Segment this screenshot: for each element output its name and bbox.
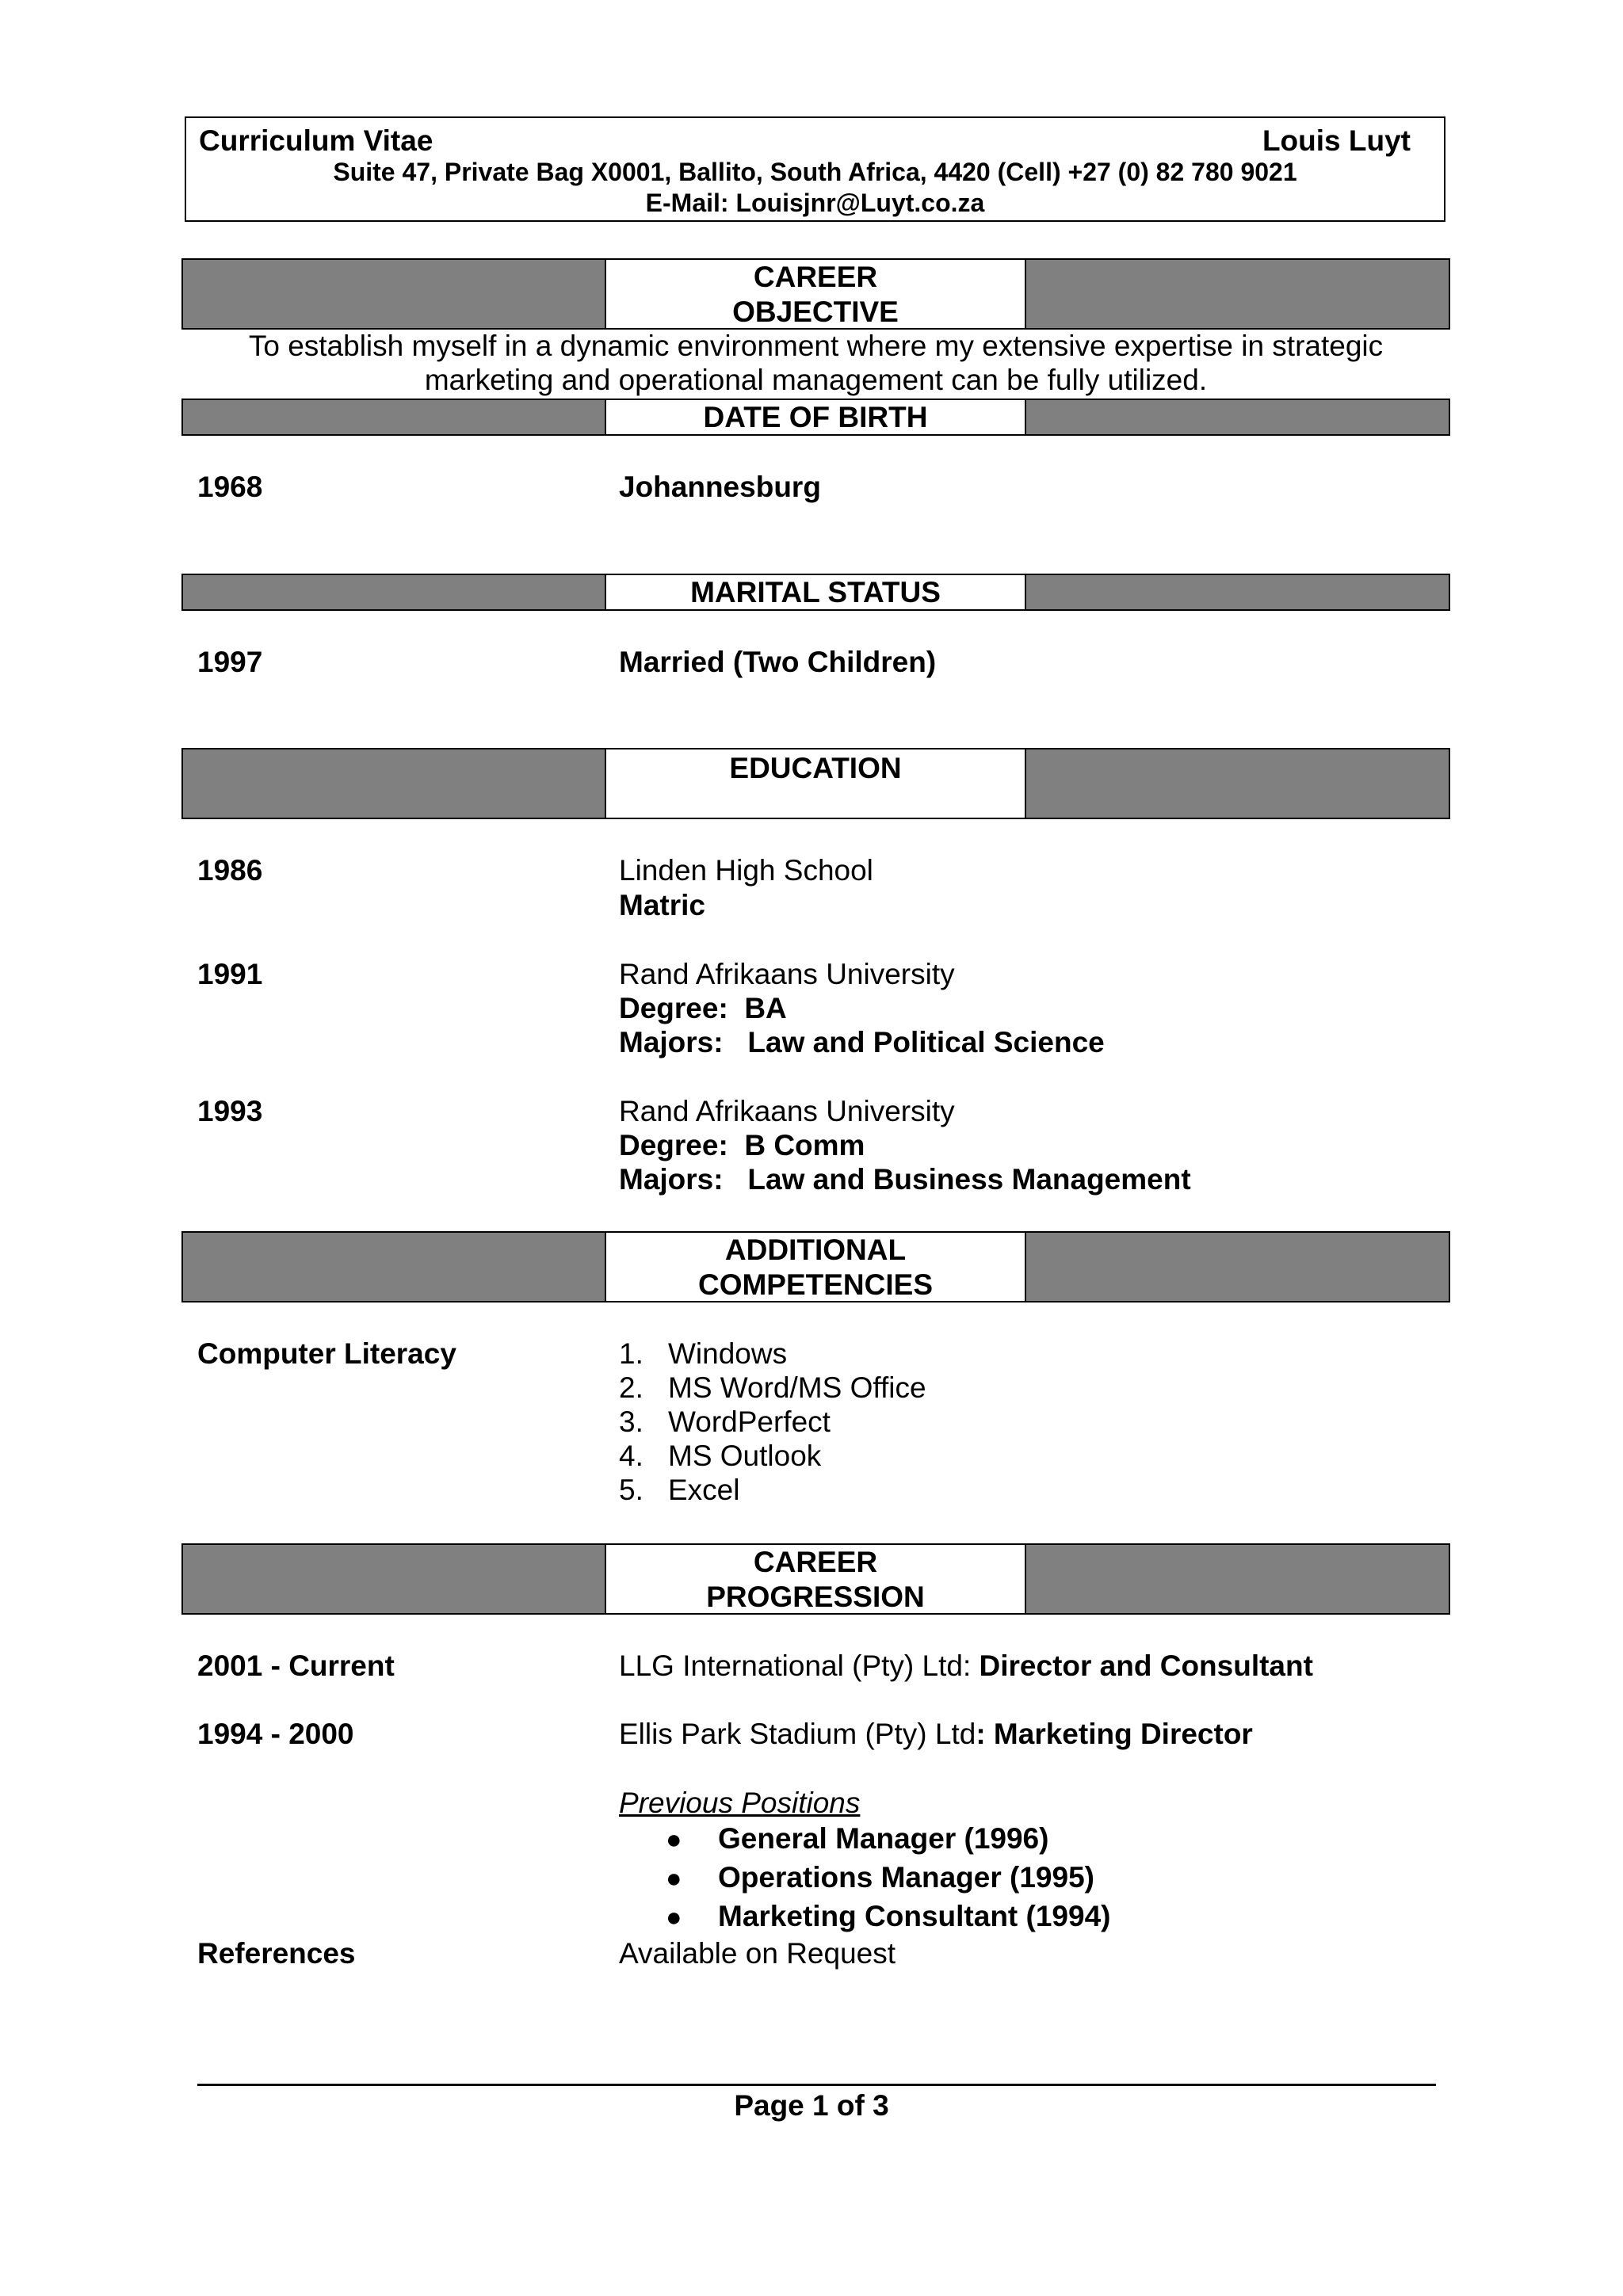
career-period: 1994 - 2000 (197, 1718, 354, 1750)
bullet-icon: ● (666, 1902, 682, 1932)
marital-year: 1997 (197, 646, 263, 678)
footer-rule (197, 2084, 1436, 2086)
list-item: 3. WordPerfect (619, 1405, 831, 1438)
career-entry: Ellis Park Stadium (Pty) Ltd: Marketing Director (619, 1718, 1253, 1750)
bar-right-fill (1025, 1543, 1450, 1615)
section-title-date-of-birth: DATE OF BIRTH (605, 399, 1026, 436)
career-entry: LLG International (Pty) Ltd: Director and Consultant (619, 1650, 1313, 1682)
bullet-icon: ● (666, 1825, 682, 1855)
education-year: 1993 (197, 1095, 263, 1127)
list-item: ● Operations Manager (1995) (666, 1859, 1110, 1897)
cv-email: E-Mail: Louisjnr@Luyt.co.za (645, 189, 985, 217)
cv-header (185, 116, 1445, 222)
education-majors: Majors: Law and Business Management (619, 1163, 1191, 1196)
education-school: Rand Afrikaans University (619, 958, 955, 990)
list-item: 4. MS Outlook (619, 1440, 822, 1472)
section-title-marital-status: MARITAL STATUS (605, 574, 1026, 611)
list-item: 2. MS Word/MS Office (619, 1371, 926, 1404)
bullet-icon: ● (666, 1863, 682, 1894)
section-bar-career-progression (181, 1543, 1450, 1615)
bar-right-fill (1025, 258, 1450, 330)
education-school: Linden High School (619, 854, 873, 887)
bar-left-fill (181, 1543, 606, 1615)
competency-label: Computer Literacy (197, 1337, 456, 1370)
section-title-education: EDUCATION (605, 748, 1026, 819)
education-school: Rand Afrikaans University (619, 1095, 955, 1127)
education-qualification: Matric (619, 889, 705, 921)
list-item: ● Marketing Consultant (1994) (666, 1897, 1110, 1936)
section-bar-career-objective (181, 258, 1450, 330)
section-bar-marital-status (181, 574, 1450, 611)
references-label: References (197, 1937, 356, 1970)
bar-left-fill (181, 399, 606, 436)
career-objective-text: To establish myself in a dynamic environment where my extensive expertise in strategic marketing and operational management can be fully utilized. (248, 330, 1384, 396)
education-year: 1986 (197, 854, 263, 887)
bar-right-fill (1025, 399, 1450, 436)
section-title-career-objective: CAREER OBJECTIVE (605, 258, 1026, 330)
bar-right-fill (1025, 748, 1450, 819)
section-bar-additional-competencies (181, 1231, 1450, 1302)
education-degree: Degree: B Comm (619, 1129, 865, 1161)
education-degree: Degree: BA (619, 992, 787, 1024)
education-majors: Majors: Law and Political Science (619, 1026, 1105, 1058)
bar-left-fill (181, 574, 606, 611)
previous-positions-list (666, 1820, 1110, 1936)
bar-right-fill (1025, 1231, 1450, 1302)
bar-left-fill (181, 1231, 606, 1302)
section-title-career-progression: CAREER PROGRESSION (605, 1543, 1026, 1615)
cv-name: Louis Luyt (1262, 124, 1411, 157)
career-period: 2001 - Current (197, 1650, 395, 1682)
bar-left-fill (181, 748, 606, 819)
list-item: ● General Manager (1996) (666, 1820, 1110, 1859)
cv-address: Suite 47, Private Bag X0001, Ballito, South Africa, 4420 (Cell) +27 (0) 82 780 9021 (333, 158, 1297, 186)
cv-title: Curriculum Vitae (199, 124, 433, 157)
birth-year: 1968 (197, 471, 263, 503)
bar-left-fill (181, 258, 606, 330)
section-title-additional-competencies: ADDITIONAL COMPETENCIES (605, 1231, 1026, 1302)
section-bar-date-of-birth (181, 399, 1450, 436)
education-year: 1991 (197, 958, 263, 990)
references-value: Available on Request (619, 1937, 896, 1970)
previous-positions-label: Previous Positions (619, 1787, 861, 1819)
bar-right-fill (1025, 574, 1450, 611)
birth-place: Johannesburg (619, 471, 821, 503)
marital-status-value: Married (Two Children) (619, 646, 937, 678)
list-item: 5. Excel (619, 1474, 740, 1506)
competency-list (619, 1337, 926, 1507)
page-number: Page 1 of 3 (734, 2089, 889, 2122)
section-bar-education (181, 748, 1450, 819)
list-item: 1. Windows (619, 1337, 788, 1370)
